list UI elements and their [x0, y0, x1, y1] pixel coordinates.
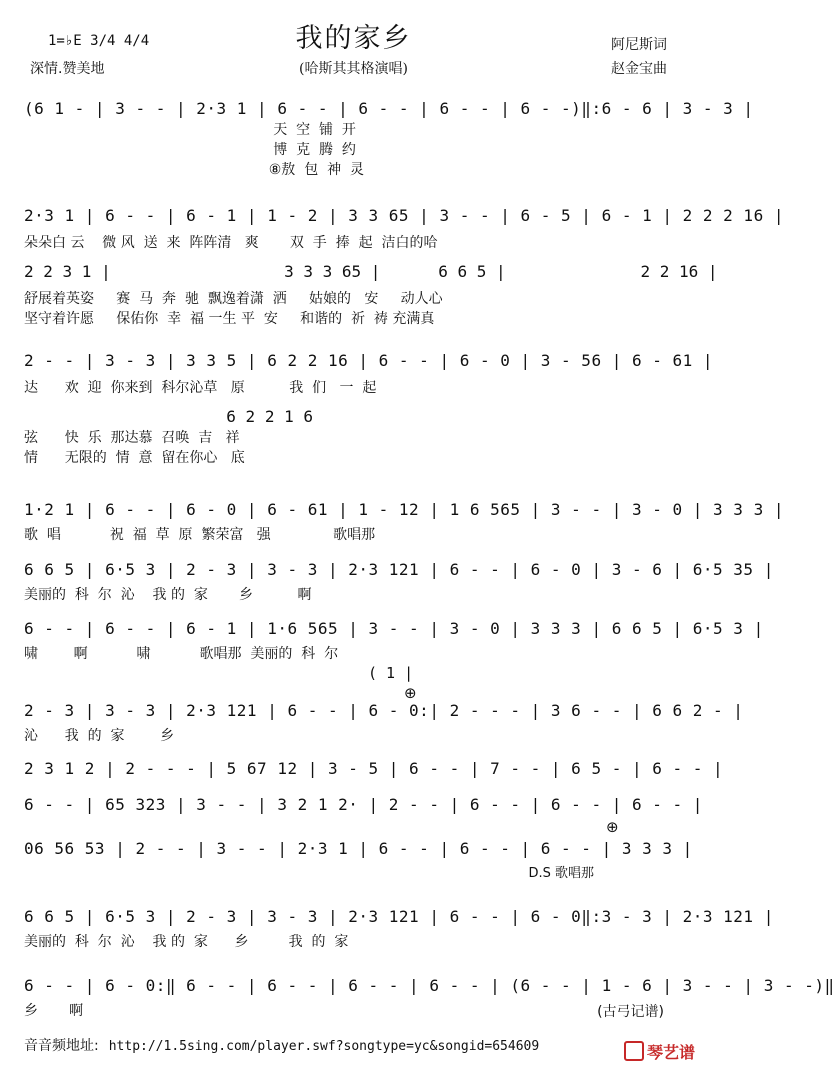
- lyric-line: 美丽的 科 尔 沁 我 的 家 乡 啊: [24, 587, 312, 603]
- notation-line: 2 - - | 3 - 3 | 3 3 5 | 6 2 2 16 | 6 - - | 6 - 0 | 3 - 56 | 6 - 61 |: [24, 351, 714, 370]
- lyric-line: 乡 啊: [24, 1003, 84, 1019]
- logo-icon: [624, 1041, 644, 1061]
- score-system-3: [24, 350, 714, 468]
- notation-line: (6 1 - | 3 - - | 2·3 1 | 6 - - | 6 - - | 6 - - | 6 - -)‖:6 - 6 | 3 - 3 |: [24, 99, 754, 118]
- lyric-line: ⑧敖 包 神 灵: [24, 162, 365, 178]
- notation-line: 6 - - | 65 323 | 3 - - | 3 2 1 2· | 2 - - | 6 - - | 6 - - | 6 - - |: [24, 795, 703, 814]
- lyric-line: 坚守着许愿 保佑你 幸 福 一生 平 安 和谐的 祈 祷 充满真: [24, 311, 435, 327]
- notation-line: 2·3 1 | 6 - - | 6 - 1 | 1 - 2 | 3 3 65 | 3 - - | 6 - 5 | 6 - 1 | 2 2 2 16 |: [24, 206, 784, 225]
- lyric-line: 美丽的 科 尔 沁 我 的 家 乡 我 的 家: [24, 934, 349, 950]
- lyric-line: 朵朵白 云 微 风 送 来 阵阵清 爽 双 手 捧 起 洁白的哈: [24, 235, 438, 251]
- lyric-line: 情 无限的 情 意 留在你心 底: [24, 450, 245, 466]
- lyric-line: 沁 我 的 家 乡: [24, 728, 175, 744]
- notation-line: 06 56 53 | 2 - - | 3 - - | 2·3 1 | 6 - - | 6 - - | 6 - - | 3 3 3 |: [24, 839, 693, 858]
- lyric-line: 啸 啊 啸 歌唱那 美丽的 科 尔: [24, 646, 339, 662]
- score-system-2: [24, 205, 784, 329]
- lyric-line: 弦 快 乐 那达慕 召唤 吉 祥: [24, 430, 240, 446]
- composer: 赵金宝曲: [611, 61, 667, 77]
- key-signature: 1=♭E 3/4 4/4: [48, 33, 150, 49]
- score-system-7: [24, 664, 744, 746]
- score-system-5: [24, 559, 774, 605]
- notation-line: 6 - - | 6 - 0:‖ 6 - - | 6 - - | 6 - - | 6 - - | (6 - - | 1 - 6 | 3 - - | 3 - -)‖: [24, 976, 835, 995]
- score-system-6: [24, 618, 764, 664]
- notation-line: 1·2 1 | 6 - - | 6 - 0 | 6 - 61 | 1 - 12 | 1 6 565 | 3 - - | 3 - 0 | 3 3 3 |: [24, 500, 784, 519]
- tempo-marking: 深情.赞美地: [30, 61, 105, 77]
- alt-notation-line: 2 2 3 1 | 3 3 3 65 | 6 6 5 | 2 2 16 |: [24, 262, 718, 281]
- notation-line: 6 - - | 6 - - | 6 - 1 | 1·6 565 | 3 - - | 3 - 0 | 3 3 3 | 6 6 5 | 6·5 3 |: [24, 619, 764, 638]
- score-system-1: [24, 98, 754, 180]
- score-system-12: [24, 975, 835, 1021]
- song-title: 我的家乡: [295, 23, 412, 54]
- audio-address: [24, 1035, 539, 1055]
- lyricist: 阿尼斯词: [611, 37, 667, 53]
- score-system-10: [24, 818, 693, 881]
- site-logo: [624, 1040, 695, 1063]
- lyric-line: 博 克 腾 约: [24, 142, 356, 158]
- alt-notation-line: 6 2 2 1 6: [24, 407, 313, 426]
- audio-url-link[interactable]: http://1.5sing.com/player.swf?songtype=yc&songid=654609: [108, 1039, 540, 1054]
- performer-note: (哈斯其其格演唱): [299, 61, 408, 77]
- score-system-4: [24, 499, 784, 545]
- coda-icon: ⊕: [404, 684, 417, 702]
- notation-line: 6 6 5 | 6·5 3 | 2 - 3 | 3 - 3 | 2·3 121 | 6 - - | 6 - 0 | 3 - 6 | 6·5 35 |: [24, 560, 774, 579]
- logo-text: 琴艺谱: [646, 1043, 695, 1062]
- first-ending-bracket: ( 1 |: [368, 664, 414, 682]
- audio-label: 音音频地址:: [24, 1038, 99, 1054]
- lyric-line: 舒展着英姿 赛 马 奔 驰 飘逸着潇 洒 姑娘的 安 动人心: [24, 291, 443, 307]
- notation-line: 6 6 5 | 6·5 3 | 2 - 3 | 3 - 3 | 2·3 121 | 6 - - | 6 - 0‖:3 - 3 | 2·3 121 |: [24, 907, 774, 926]
- lyric-line: 歌 唱 祝 福 草 原 繁荣富 强 歌唱那: [24, 527, 376, 543]
- lyric-line: 天 空 铺 开: [24, 122, 356, 138]
- score-system-11: [24, 906, 774, 952]
- notation-line: 2 - 3 | 3 - 3 | 2·3 121 | 6 - - | 6 - 0:| 2 - - - | 3 6 - - | 6 6 2 - |: [24, 701, 744, 720]
- transcriber-credit: (古弓记谱): [597, 1004, 664, 1020]
- notation-line: 2 3 1 2 | 2 - - - | 5 67 12 | 3 - 5 | 6 - - | 7 - - | 6 5 - | 6 - - |: [24, 759, 724, 778]
- lyric-line: 达 欢 迎 你来到 科尔沁草 原 我 们 一 起: [24, 380, 377, 396]
- score-system-9: [24, 794, 703, 816]
- score-system-8: [24, 758, 724, 780]
- dal-segno-marking: D.S 歌唱那: [528, 866, 594, 881]
- coda-icon: ⊕: [606, 818, 619, 836]
